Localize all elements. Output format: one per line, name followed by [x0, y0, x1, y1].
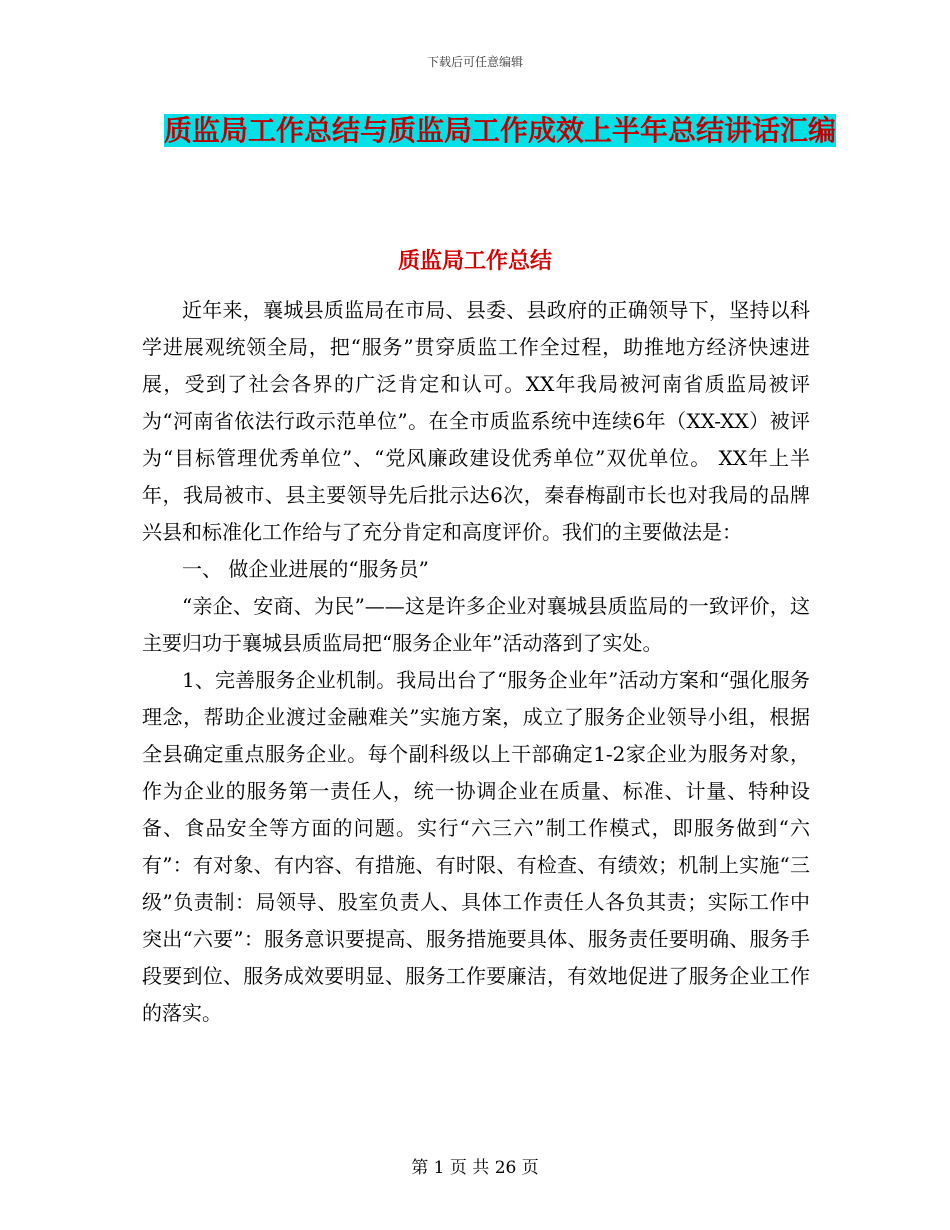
section-title: 质监局工作总结: [397, 248, 552, 274]
page-footer: 第 1 页 共 26 页: [411, 1158, 539, 1178]
document-title-text: 质监局工作总结与质监局工作成效上半年总结讲话汇编: [163, 114, 836, 147]
paragraph-intro: 近年来，襄城县质监局在市局、县委、县政府的正确领导下，坚持以科学进展观统领全局，把“服务”贯穿质监工作全过程，助推地方经济快速进展，受到了社会各界的广泛肯定和认可。XX年我局被河南省质监局被评为“河南省依法行政示范单位”。在全市质监系统中连续6年（XX-XX）被评为“目标管理优秀单位”、“党风廉政建设优秀单位”双优单位。 XX年上半年，我局被市、县主要领导先后批示达6次，秦春梅副市长也对我局的品牌兴县和标准化工作给与了充分肯定和高度评价。我们的主要做法是：: [142, 298, 810, 544]
document-body: [142, 292, 810, 1032]
paragraph-mechanism: 1、完善服务企业机制。我局出台了“服务企业年”活动方案和“强化服务理念，帮助企业渡过金融难关”实施方案，成立了服务企业领导小组，根据全县确定重点服务企业。每个副科级以上干部确定1-2家企业为服务对象，作为企业的服务第一责任人，统一协调企业在质量、标准、计量、特种设备、食品安全等方面的问题。实行“六三六”制工作模式，即服务做到“六有”：有对象、有内容、有措施、有时限、有检查、有绩效；机制上实施“三级”负责制：局领导、股室负责人、具体工作责任人各负其责；实际工作中突出“六要”：服务意识要提高、服务措施要具体、服务责任要明确、服务手段要到位、服务成效要明显、服务工作要廉洁，有效地促进了服务企业工作的落实。: [142, 668, 810, 1025]
paragraph-heading-1: 一、 做企业进展的“服务员”: [182, 557, 429, 581]
paragraph-praise: “亲企、安商、为民”——这是许多企业对襄城县质监局的一致评价，这主要归功于襄城县质监局把“服务企业年”活动落到了实处。: [142, 594, 810, 655]
header-note: 下载后可任意编辑: [426, 55, 523, 69]
document-title: [150, 108, 850, 153]
